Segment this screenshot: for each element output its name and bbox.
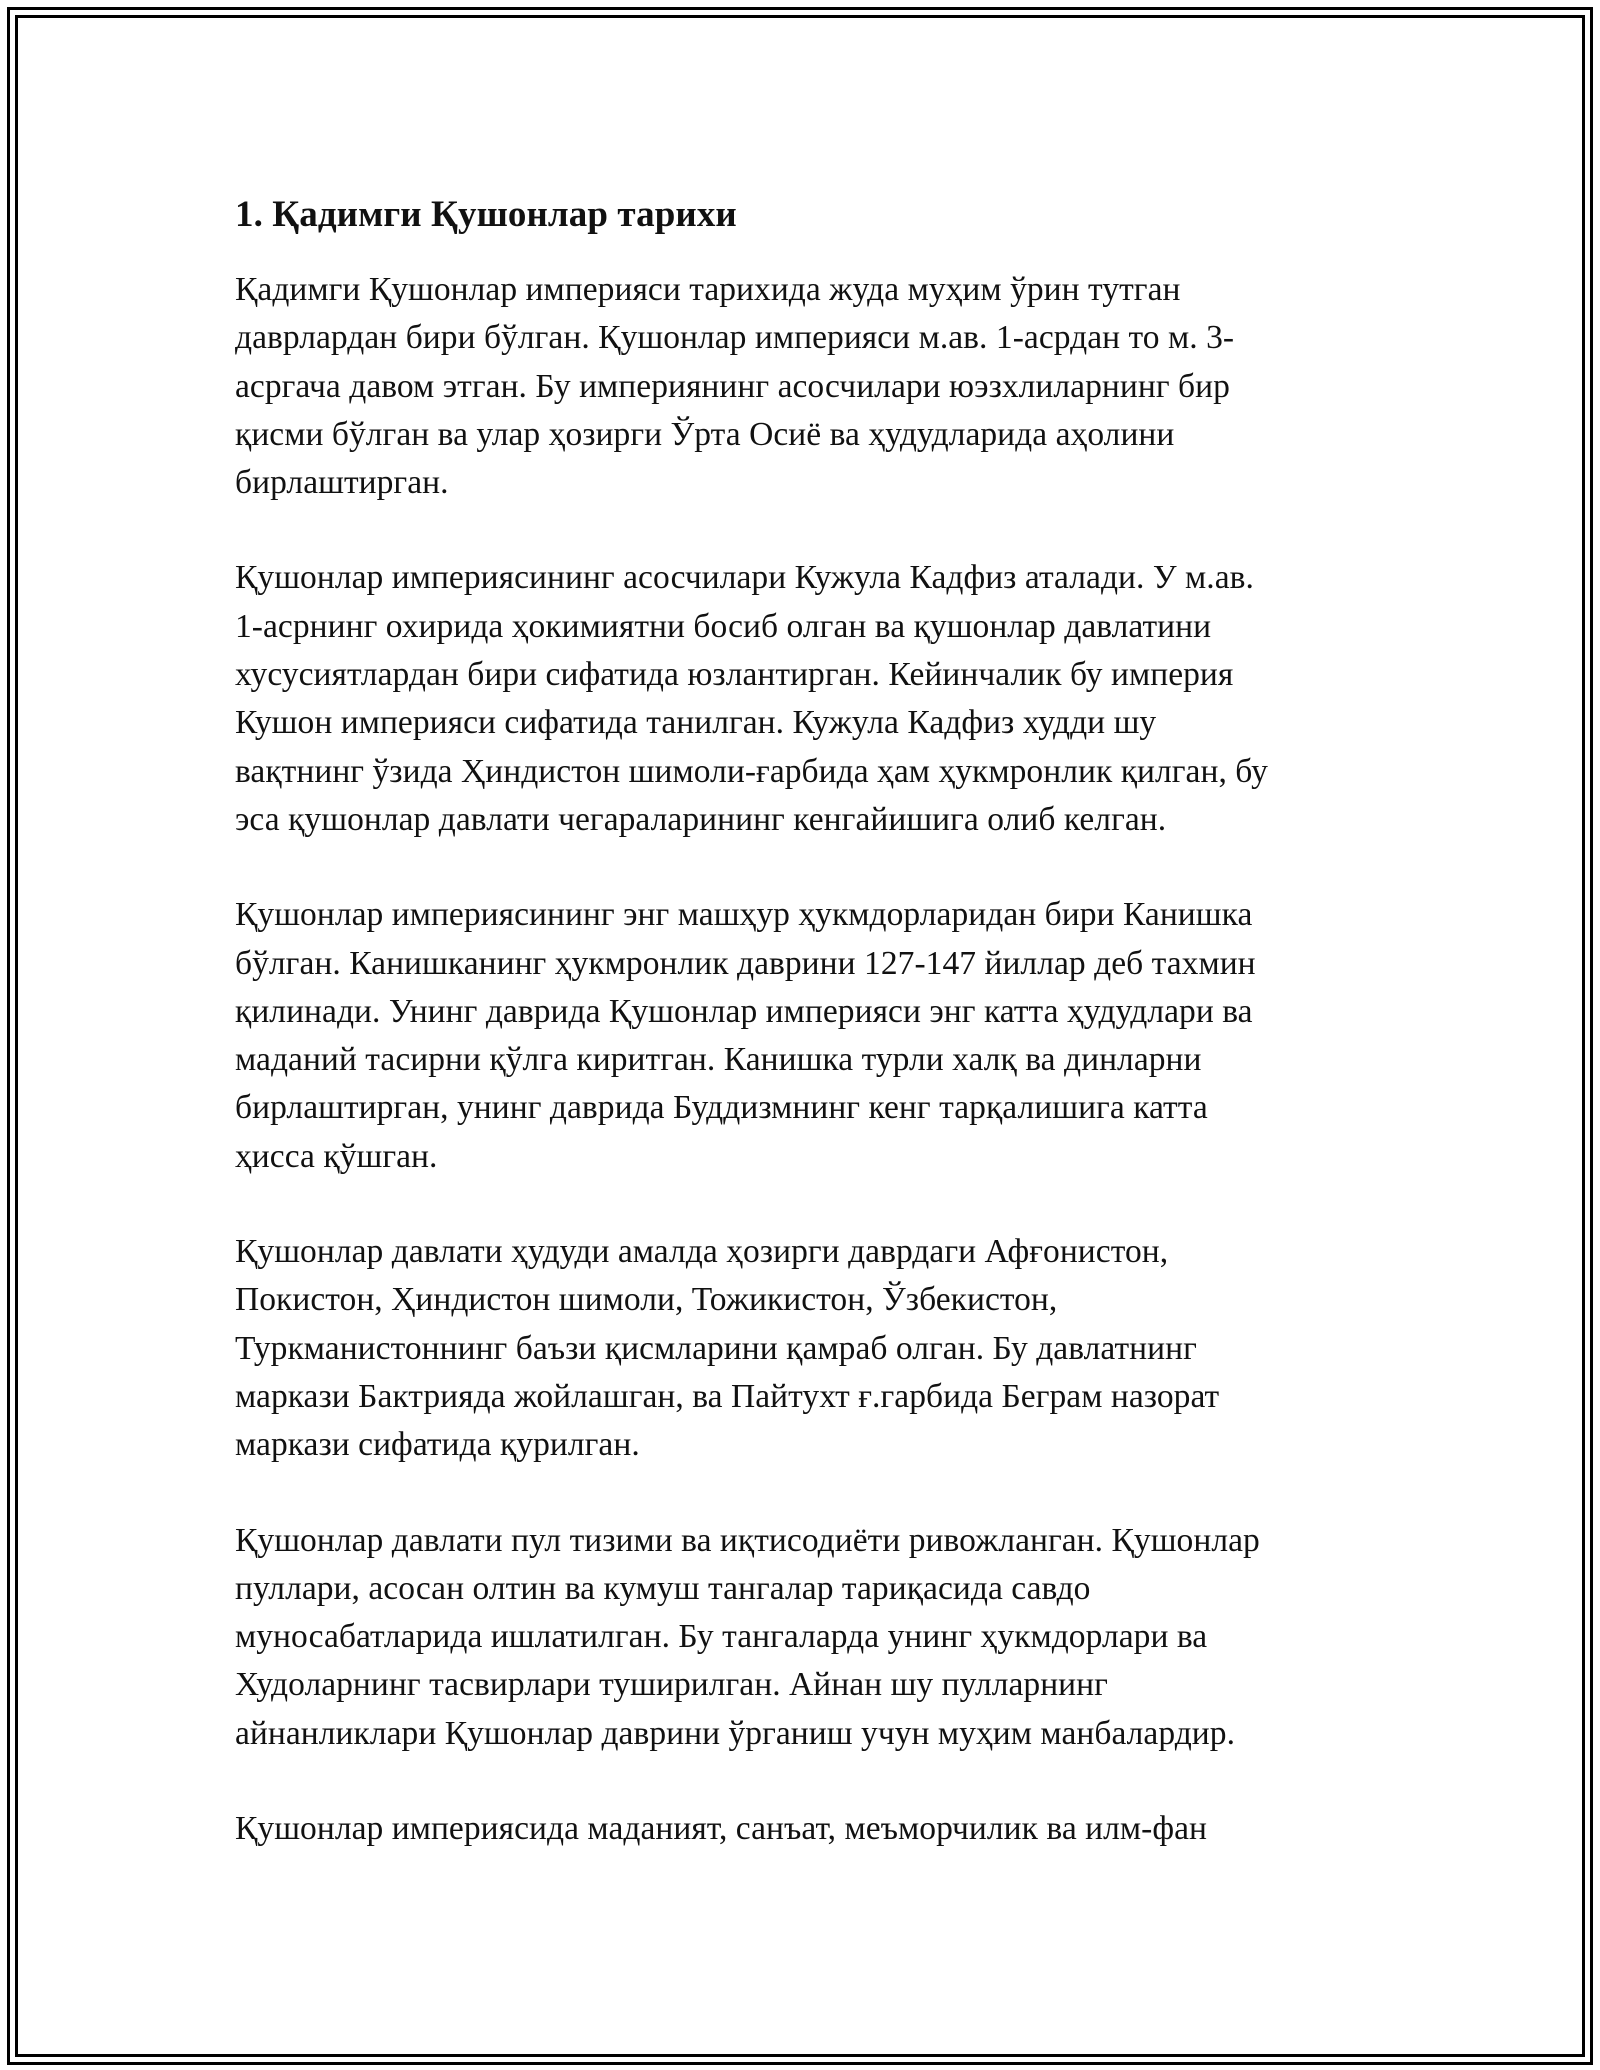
paragraph-line: асргача давом этган. Бу империянинг асосчилари юэзхлиларнинг бир (235, 367, 1230, 405)
paragraph (235, 266, 1375, 507)
paragraph-line: маданий тасирни қўлга киритган. Канишка турли халқ ва динларни (235, 1041, 1202, 1079)
paragraph-line: хусусиятлардан бири сифатида юзлантирган. Кейинчалик бу империя (235, 656, 1234, 694)
paragraph-line: бирлаштирган, унинг даврида Буддизмнинг кенг тарқалишига катта (235, 1089, 1208, 1127)
paragraph-line: муносабатларида ишлатилган. Бу тангаларда унинг ҳукмдорлари ва (235, 1618, 1208, 1656)
section-heading: 1. Қадимги Қушонлар тарихи (235, 194, 737, 235)
paragraph-line: даврлардан бири бўлган. Қушонлар империяси м.ав. 1-асрдан то м. 3- (235, 319, 1235, 357)
paragraph (235, 554, 1375, 844)
paragraph-line: 1-асрнинг охирида ҳокимиятни босиб олган ва қушонлар давлатини (235, 607, 1212, 645)
paragraph-line: эса қушонлар давлати чегараларининг кенгайишига олиб келган. (235, 800, 1167, 838)
paragraph (235, 1805, 1375, 1853)
paragraph-line: маркази Бактрияда жойлашган, ва Пайтухт ғ.гарбида Беграм назорат (235, 1377, 1220, 1415)
paragraph-list (235, 266, 1375, 1853)
paragraph-line: Қушонлар империясининг асосчилари Кужула Кадфиз аталади. У м.ав. (235, 559, 1254, 597)
paragraph-line: Қушонлар империясида маданият, санъат, меъморчилик ва илм-фан (235, 1810, 1208, 1848)
paragraph-line: Қушонлар давлати пул тизими ва иқтисодиёти ривожланган. Қушонлар (235, 1521, 1260, 1559)
paragraph-line: айнанликлари Қушонлар даврини ўрганиш учун муҳим манбалардир. (235, 1714, 1236, 1752)
paragraph-line: Покистон, Ҳиндистон шимоли, Тожикистон, Ўзбекистон, (235, 1281, 1058, 1319)
paragraph-line: Қушонлар империясининг энг машҳур ҳукмдорларидан бири Канишка (235, 896, 1253, 934)
paragraph-line: пуллари, асосан олтин ва кумуш тангалар тариқасида савдо (235, 1569, 1091, 1607)
paragraph-line: маркази сифатида қурилган. (235, 1426, 640, 1464)
paragraph-line: Қадимги Қушонлар империяси тарихида жуда муҳим ўрин тутган (235, 271, 1181, 308)
paragraph-line: Қушонлар давлати ҳудуди амалда ҳозирги даврдаги Афғонистон, (235, 1233, 1169, 1271)
paragraph-line: қилинади. Унинг даврида Қушонлар империяси энг катта ҳудудлари ва (235, 992, 1253, 1030)
paragraph (235, 1517, 1375, 1758)
paragraph-line: Кушон империяси сифатида танилган. Кужула Кадфиз худди шу (235, 704, 1157, 742)
paragraph-line: бирлаштирган. (235, 464, 449, 502)
paragraph-line: Туркманистоннинг баъзи қисмларини қамраб олган. Бу давлатнинг (235, 1329, 1197, 1367)
document-body (235, 190, 1375, 1900)
paragraph-line: қисми бўлган ва улар ҳозирги Ўрта Осиё ва ҳудудларида аҳолини (235, 415, 1175, 453)
paragraph (235, 891, 1375, 1181)
paragraph-line: вақтнинг ўзида Ҳиндистон шимоли-ғарбида ҳам ҳукмронлик қилган, бу (235, 752, 1268, 790)
paragraph-line: Худоларнинг тасвирлари туширилган. Айнан шу пулларнинг (235, 1666, 1108, 1704)
paragraph-line: бўлган. Канишканинг ҳукмронлик даврини 127-147 йиллар деб тахмин (235, 944, 1256, 982)
paragraph (235, 1228, 1375, 1469)
paragraph-line: ҳисса қўшган. (235, 1137, 438, 1175)
